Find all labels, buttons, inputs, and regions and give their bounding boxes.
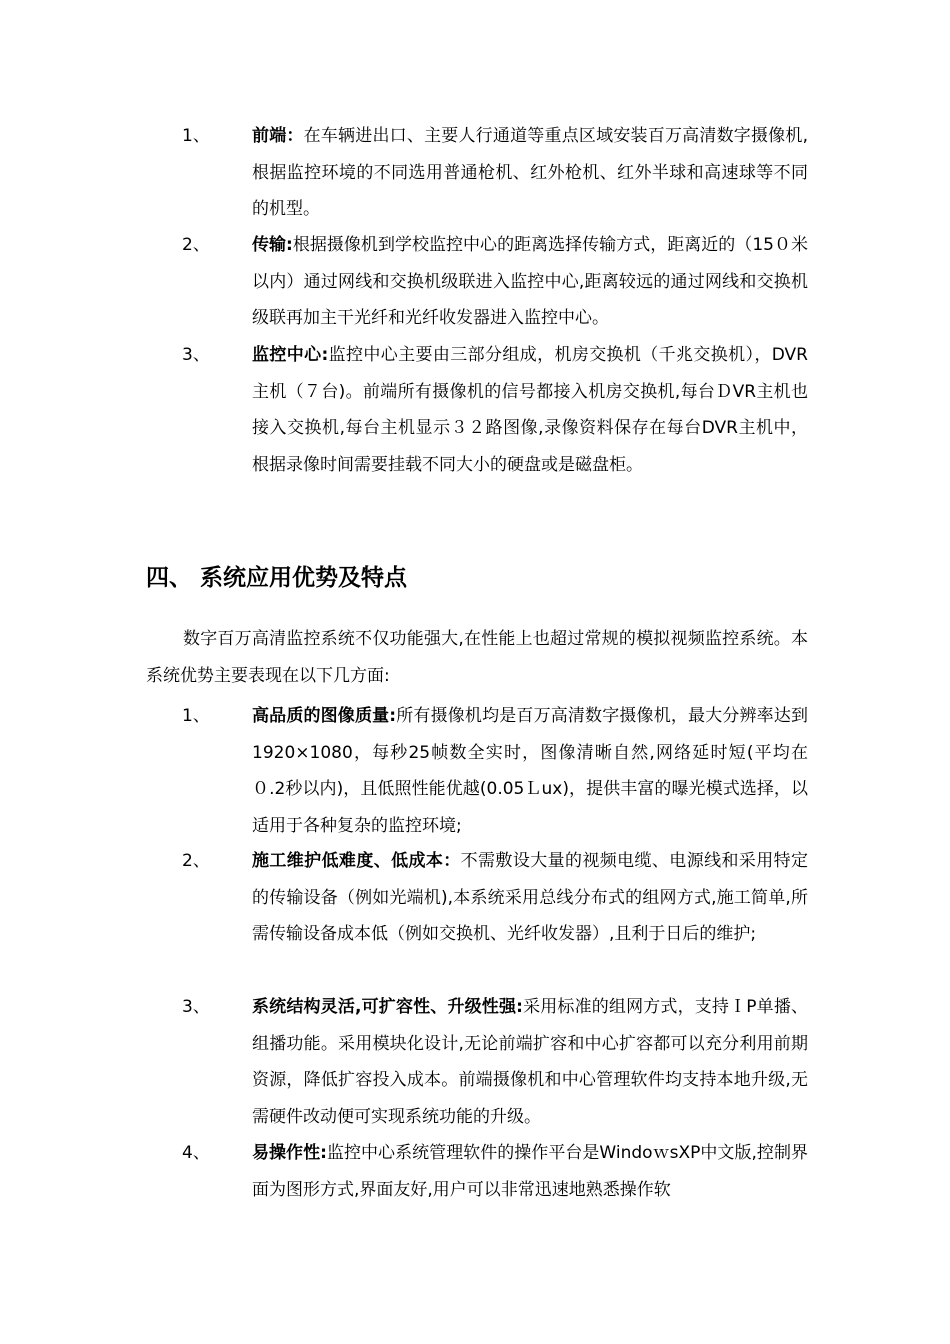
list-item-text: 在车辆进出口、主要人行通道等重点区域安装百万高清数字摄像机,根据监控环境的不同选用普通枪机、红外枪机、红外半球和高速球等不同的机型。: [252, 126, 809, 219]
list-item-number: 1、: [182, 126, 210, 146]
list-item-number: 1、: [182, 706, 210, 726]
list-item-body: [252, 118, 808, 228]
list-item-number: 2、: [182, 235, 210, 255]
list-item-body: [252, 989, 808, 1135]
list-item-body: [252, 843, 808, 953]
section-title: 系统应用优势及特点: [200, 565, 407, 591]
list-item-text: 根据摄像机到学校监控中心的距离选择传输方式，距离近的（15０米以内）通过网线和交换机级联进入监控中心,距离较远的通过网线和交换机级联再加主干光纤和光纤收发器进入监控中心。: [252, 235, 808, 328]
section-heading: [146, 556, 746, 600]
intro-paragraph: 数字百万高清监控系统不仅功能强大,在性能上也超过常规的模拟视频监控系统。本系统优势主要表现在以下几方面:: [146, 629, 808, 686]
list-item-number: 4、: [182, 1143, 210, 1163]
list-item-text: 不需敷设大量的视频电缆、电源线和采用特定的传输设备（例如光端机),本系统采用总线分布式的组网方式,施工简单,所需传输设备成本低（例如交换机、光纤收发器）,且利于日后的维护;: [252, 851, 809, 944]
list-item-title: 传输:: [252, 235, 293, 255]
list-item-number: 3、: [182, 997, 210, 1017]
list-item-body: [252, 227, 808, 337]
list-item-text: 所有摄像机均是百万高清数字摄像机，最大分辨率达到1920×1080，每秒25帧数全实时，图像清晰自然,网络延时短(平均在０.2秒以内)，且低照性能优越(0.05Ｌux)，提供丰富的曝光模式选择，以适用于各种复杂的监控环境;: [252, 706, 808, 836]
list-item-number: 3、: [182, 345, 210, 365]
list-item-title: 高品质的图像质量:: [252, 706, 397, 726]
list-item-title: 前端：: [252, 126, 304, 146]
list-item-number: 2、: [182, 851, 210, 871]
list-item-text: 监控中心主要由三部分组成，机房交换机（千兆交换机），DVR主机（７台)。前端所有摄像机的信号都接入机房交换机,每台ＤVR主机也接入交换机,每台主机显示３２路图像,录像资料保存在每台DVR主机中，根据录像时间需要挂载不同大小的硬盘或是磁盘柜。: [252, 345, 808, 475]
list-item-body: [252, 698, 808, 844]
list-item-body: [252, 1135, 808, 1208]
section-number: 四、: [146, 565, 192, 591]
list-item-title: 易操作性:: [252, 1143, 327, 1163]
list-item-text: 采用标准的组网方式，支持ＩP单播、组播功能。采用模块化设计,无论前端扩容和中心扩容都可以充分利用前期资源，降低扩容投入成本。前端摄像机和中心管理软件均支持本地升级,无需硬件改动便可实现系统功能的升级。: [252, 997, 808, 1127]
list-item-title: 施工维护低难度、低成本：: [252, 851, 461, 871]
list-item-title: 系统结构灵活,可扩容性、升级性强:: [252, 997, 523, 1017]
list-item-title: 监控中心:: [252, 345, 329, 365]
list-item-body: [252, 337, 808, 483]
list-item-text: 监控中心系统管理软件的操作平台是WindoｗsXP中文版,控制界面为图形方式,界面友好,用户可以非常迅速地熟悉操作软: [252, 1143, 808, 1200]
